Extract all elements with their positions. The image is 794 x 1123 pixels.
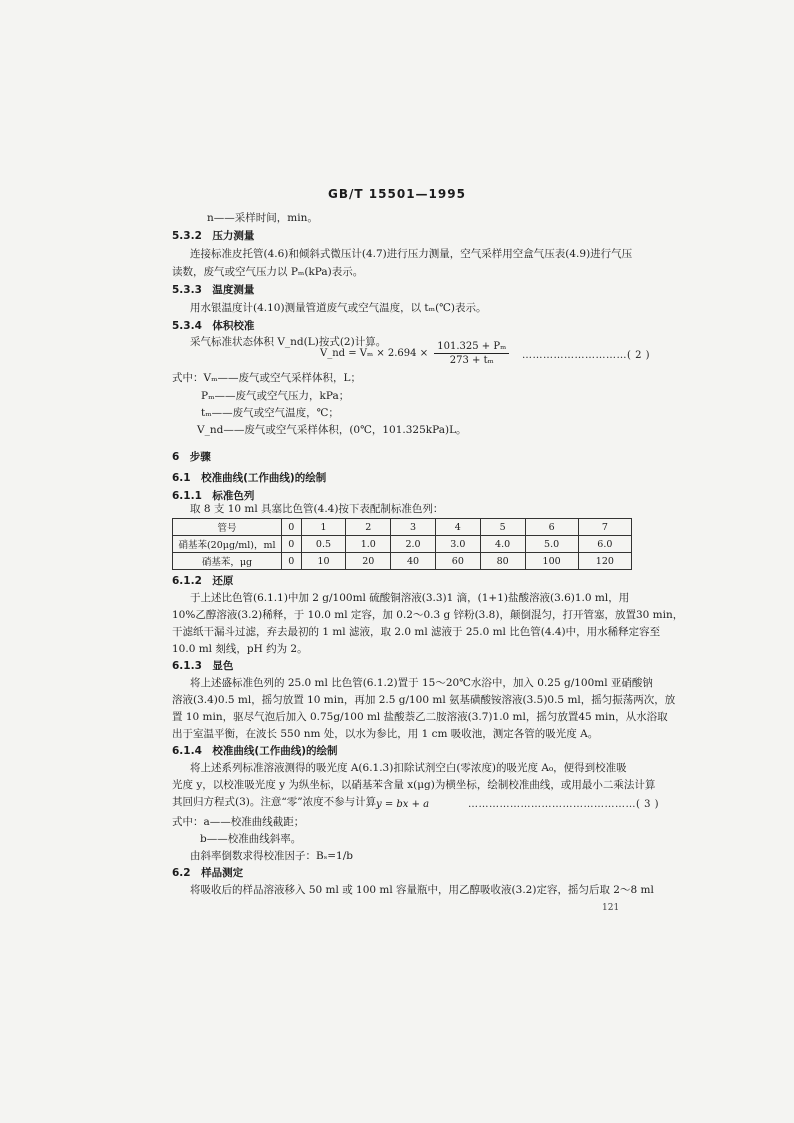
table-cell: 40 [391, 553, 436, 570]
table-cell: 0 [282, 536, 302, 553]
table-row [173, 519, 632, 536]
text-line: 读数，废气或空气压力以 Pₘ(kPa)表示。 [172, 266, 364, 278]
table-cell: 2.0 [391, 536, 436, 553]
section-heading-6-2: 6.2 样品测定 [172, 867, 244, 879]
text-line: 置 10 min，驱尽气泡后加入 0.75g/100 ml 盐酸萘乙二胺溶液(3.7)1.0 ml，摇匀放置45 min，从水浴取 [172, 711, 668, 723]
table-cell: 2 [346, 519, 391, 536]
formula-3-number: …………………………………………( 3 ) [468, 799, 660, 810]
text-line: 将上述系列标准溶液测得的吸光度 A(6.1.3)扣除试剂空白(零浓度)的吸光度 A₀，便得到校准吸 [190, 762, 627, 774]
text-line: 干滤纸干漏斗过滤，弃去最初的 1 ml 滤液，取 2.0 ml 滤液于 25.0 ml 比色管(4.4)中，用水稀释定容至 [172, 626, 661, 638]
section-heading-5-3-4: 5.3.4 体积校准 [172, 320, 255, 332]
section-heading-6-1-2: 6.1.2 还原 [172, 575, 234, 587]
table-cell: 3.0 [435, 536, 480, 553]
text-line: V_nd——废气或空气采样体积，(0℃，101.325kPa)L。 [197, 424, 467, 436]
text-line: Pₘ——废气或空气压力，kPa； [201, 390, 350, 402]
formula-2 [320, 341, 512, 366]
standard-color-series-table [172, 518, 632, 570]
formula-2-numerator: 101.325 + Pₘ [434, 341, 509, 354]
text-line: tₘ——废气或空气温度，℃； [201, 407, 339, 419]
table-row [173, 536, 632, 553]
table-cell: 20 [346, 553, 391, 570]
text-line: 出于室温平衡，在波长 550 nm 处，以水为参比，用 1 cm 吸收池，测定各管的吸光度 A。 [172, 728, 599, 740]
text-line: 溶液(3.4)0.5 ml，摇匀放置 10 min，再加 2.5 g/100 ml 氨基磺酸铵溶液(3.5)0.5 ml，摇匀振荡两次，放 [172, 694, 676, 706]
table-cell: 硝基苯(20μg/ml)，ml [173, 536, 282, 553]
section-heading-6-1-1: 6.1.1 标准色列 [172, 490, 255, 502]
table-cell: 60 [435, 553, 480, 570]
table-cell: 管号 [173, 519, 282, 536]
table-cell: 6 [525, 519, 578, 536]
table-cell: 0 [282, 519, 302, 536]
table-row [173, 553, 632, 570]
text-line: 取 8 支 10 ml 具塞比色管(4.4)按下表配制标准色列： [190, 503, 444, 515]
table-cell: 6.0 [578, 536, 631, 553]
table-cell: 5 [480, 519, 525, 536]
table-cell: 4 [435, 519, 480, 536]
standard-header: GB/T 15501—1995 [328, 187, 466, 201]
text-line: 式中：a——校准曲线截距； [172, 816, 305, 828]
table-cell: 7 [578, 519, 631, 536]
text-line: 10.0 ml 刻线，pH 约为 2。 [172, 643, 308, 655]
text-line: 于上述比色管(6.1.1)中加 2 g/100ml 硫酸铜溶液(3.3)1 滴，(1+1)盐酸溶液(3.6)1.0 ml，用 [190, 592, 630, 604]
text-line: n——采样时间，min。 [207, 212, 318, 224]
section-heading-6-1-3: 6.1.3 显色 [172, 660, 234, 672]
formula-3: y = bx + a [376, 799, 430, 810]
text-line: 连接标准皮托管(4.6)和倾斜式微压计(4.7)进行压力测量，空气采样用空盒气压表(4.9)进行气压 [190, 248, 633, 260]
page-number: 121 [602, 903, 620, 913]
text-line: 将吸收后的样品溶液移入 50 ml 或 100 ml 容量瓶中，用乙醇吸收液(3.2)定容，摇匀后取 2～8 ml [190, 884, 654, 896]
formula-2-number: …………………………( 2 ) [522, 350, 651, 361]
table-cell: 4.0 [480, 536, 525, 553]
formula-2-denominator: 273 + tₘ [449, 355, 494, 366]
table-cell: 硝基苯，μg [173, 553, 282, 570]
table-cell: 80 [480, 553, 525, 570]
section-heading-6-1: 6.1 校准曲线(工作曲线)的绘制 [172, 472, 327, 484]
text-line: 将上述盛标准色列的 25.0 ml 比色管(6.1.2)置于 15～20℃水浴中，加入 0.25 g/100ml 亚硝酸钠 [190, 677, 653, 689]
table-cell: 1 [301, 519, 346, 536]
section-heading-5-3-3: 5.3.3 温度测量 [172, 284, 255, 296]
text-line: 式中：Vₘ——废气或空气采样体积，L； [172, 372, 361, 384]
table-cell: 3 [391, 519, 436, 536]
table-cell: 0.5 [301, 536, 346, 553]
section-heading-6: 6 步骤 [172, 451, 211, 463]
text-line: 其回归方程式(3)。注意“零”浓度不参与计算 [172, 796, 377, 808]
text-line: 用水银温度计(4.10)测量管道废气或空气温度，以 tₘ(℃)表示。 [190, 302, 487, 314]
table-cell: 5.0 [525, 536, 578, 553]
text-line: 采气标准状态体积 V_nd(L)按式(2)计算。 [190, 336, 387, 348]
table-cell: 120 [578, 553, 631, 570]
formula-2-fraction [434, 341, 509, 366]
formula-2-lhs: V_nd = Vₘ × 2.694 × [320, 348, 429, 359]
text-line: 10%乙醇溶液(3.2)稀释，于 10.0 ml 定容，加 0.2～0.3 g 锌粉(3.8)，颠倒混匀，打开管塞，放置30 min， [172, 609, 684, 621]
text-line: 光度 y，以校准吸光度 y 为纵坐标，以硝基苯含量 x(μg)为横坐标，绘制校准曲线，或用最小二乘法计算 [172, 779, 656, 791]
text-line: b——校准曲线斜率。 [200, 833, 302, 845]
table-cell: 1.0 [346, 536, 391, 553]
table-cell: 0 [282, 553, 302, 570]
table-cell: 10 [301, 553, 346, 570]
text-line: 由斜率倒数求得校准因子：Bₛ=1/b [190, 850, 353, 862]
section-heading-5-3-2: 5.3.2 压力测量 [172, 230, 255, 242]
section-heading-6-1-4: 6.1.4 校准曲线(工作曲线)的绘制 [172, 745, 338, 757]
table-cell: 100 [525, 553, 578, 570]
